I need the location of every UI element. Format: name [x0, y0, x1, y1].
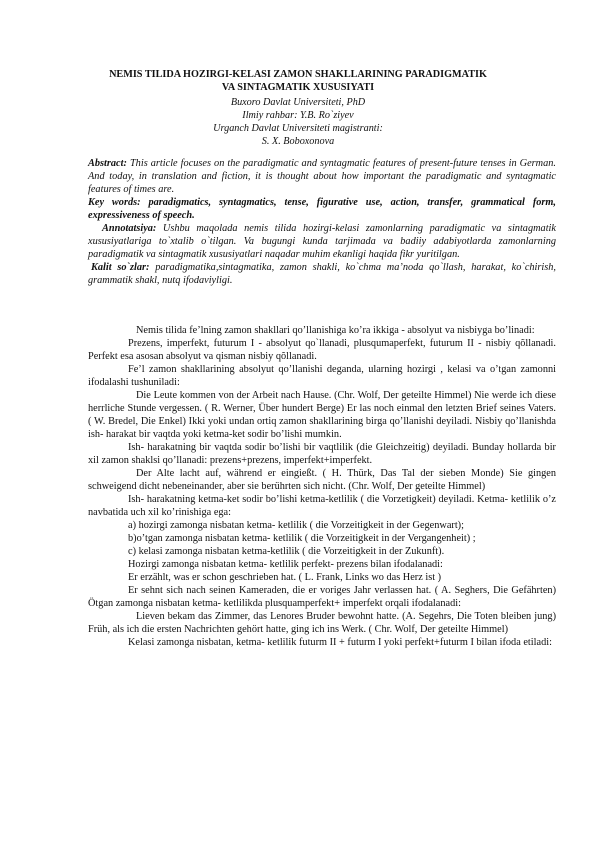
author-affiliation-1: Buxoro Davlat Universiteti, PhD	[230, 97, 366, 108]
body-text	[88, 324, 556, 649]
body-paragraph: Hozirgi zamonga nisbatan ketma- ketlilik perfekt- prezens bilan ifodalanadi:	[128, 559, 443, 570]
body-paragraph: Ish- harakatning ketma-ket sodir bo’lishi ketma-ketlilik ( die Vorzetigkeit) deyiladi. Ketma- ketlilik o’z navbatida uch xil ko’rinishiga ega:	[88, 494, 556, 518]
author-affiliation-2: Urganch Davlat Universiteti magistranti:	[213, 123, 383, 134]
body-paragraph: Die Leute kommen von der Arbeit nach Hause. (Chr. Wolf, Der geteilte Himmel) Nie werde ich diese herrliche Stunde vergessen. ( R. Werner, Über hundert Berge) Er las noch einmal den letzten Brief seines Vaters. ( W. Bredel, Die Enkel) Ikki yoki undan ortiq zamon shakllarining birga qo’llanishi deyiladi. Nisbiy qo’llanishda ish- harakat bir vaqtda yoki ketma-ket sodir bo’lishi mumkin.	[88, 390, 556, 440]
kalit-text: paradigmatika,sintagmatika, zamon shakli, ko`chma ma’noda qo`llash, harakat, ko`chirish, grammatik shakl, nutq ifodaviyligi.	[88, 262, 556, 286]
body-paragraph: Er erzählt, was er schon geschrieben hat. ( L. Frank, Links wo das Herz ist )	[128, 572, 442, 583]
author-supervisor: Ilmiy rahbar: Y.B. Ro`ziyev	[242, 110, 354, 121]
keywords-label: Key words:	[88, 197, 141, 208]
abstract-text: This article focuses on the paradigmatic and syntagmatic features of present-future tenses in German. And today, in translation and fiction, it is thought about how important the paradigmatic and syntagmatic features of times are.	[88, 158, 556, 195]
body-paragraph: Fe’l zamon shakllarining absolyut qo’llanishi deganda, ularning hozirgi , kelasi va o’tgan zamonni ifodalashi tushuniladi:	[88, 364, 556, 388]
list-item: c) kelasi zamonga nisbatan ketma-ketlilik ( die Vorzeitigkeit in der Zukunft).	[128, 546, 445, 557]
title-line-1: NEMIS TILIDA HOZIRGI-KELASI ZAMON SHAKLLARINING PARADIGMATIK	[109, 69, 487, 80]
body-paragraph: Nemis tilida fe’lning zamon shakllari qo’llanishiga ko’ra ikkiga - absolyut va nisbiyga bo’linadi:	[136, 325, 535, 336]
list-item: b)o’tgan zamonga nisbatan ketma- ketlilik ( die Vorzeitigkeit in der Vergangenheit) ;	[128, 533, 476, 544]
abstract-label: Abstract:	[88, 158, 127, 169]
body-paragraph: Er sehnt sich nach seinen Kameraden, die er voriges Jahr verlassen hat. ( A. Seghers, Die Gefährten) Ötgan zamonga nisbatan ketma- ketlilikda plusquamperfekt+ imperfekt orqali ifodalanadi:	[88, 585, 556, 609]
title-line-2: VA SINTAGMATIK XUSUSIYATI	[221, 82, 375, 93]
body-paragraph: Ish- harakatning bir vaqtda sodir bo’lishi bir vaqtlilik (die Gleichzeitig) deyiladi. Bunday hollarda bir xil zamon shaklsi qo’llanadi: prezens+prezens, imperfekt+imperfekt.	[88, 442, 556, 466]
annotatsiya-text: Ushbu maqolada nemis tilida hozirgi-kelasi zamonlarning paradigmatic va sintagmatik xususiyatlariga to`xtalib o`tilgan. Va bugungi kunda tarjimada va badiiy adabiyotlarda zamonlarning paradigmatik va sintagmatik xususiyatlari naqadar muhim ekanligi haqida fikr yuritilgan.	[88, 223, 556, 260]
body-paragraph: Prezens, imperfekt, futurum I - absolyut qo`llanadi, plusqumaperfekt, futurum II - nisbiy qõllanadi. Perfekt esa asosan absolyut va qisman nisbiy qõllanadi.	[88, 338, 556, 362]
author-block	[80, 96, 516, 148]
keywords-text: paradigmatics, syntagmatics, tense, figurative use, action, transfer, grammatical form, expressiveness of speech.	[88, 197, 556, 221]
annotatsiya-label: Annotatsiya:	[102, 223, 157, 234]
paper-title	[80, 68, 516, 94]
kalit-paragraph	[88, 261, 556, 287]
author-name: S. X. Boboxonova	[261, 136, 335, 147]
body-paragraph: Kelasi zamonga nisbatan, ketma- ketlilik futurm II + futurm I yoki perfekt+futurm I bilan ifoda etiladi:	[128, 637, 552, 648]
body-paragraph: Lieven bekam das Zimmer, das Lenores Bruder bewohnt hatte. (A. Segehrs, Die Toten bleiben jung) Früh, als ich die ersten Nachrichten gehört hatte, ging ich ins Werk. ( Chr. Wolf, Der geteilte Himmel)	[88, 611, 556, 635]
abstract-section	[88, 157, 556, 287]
kalit-label: Kalit so`zlar:	[91, 262, 150, 273]
keywords-paragraph	[88, 196, 556, 222]
abstract-paragraph	[88, 157, 556, 196]
annotatsiya-paragraph	[88, 222, 556, 261]
body-paragraph: Der Alte lacht auf, während er eingießt. ( H. Thürk, Das Tal der sieben Monde) Sie gingen schweigend dicht nebeneinander, aber sie berührten sich nicht. (Chr. Wolf, Der geteilte Himmel)	[88, 468, 556, 492]
list-item: a) hozirgi zamonga nisbatan ketma- ketlilik ( die Vorzeitigkeit in der Gegenwart);	[128, 520, 464, 531]
